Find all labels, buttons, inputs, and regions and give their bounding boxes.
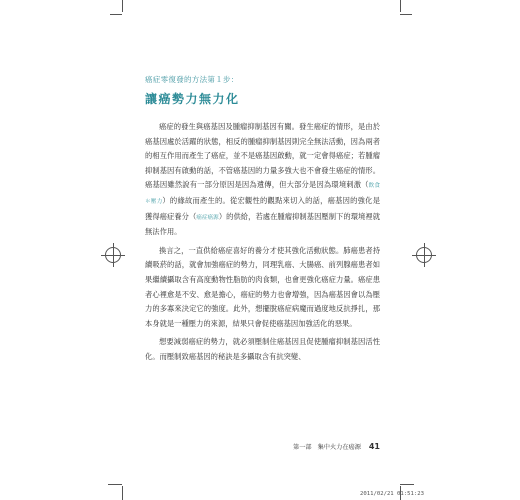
registration-mark [101,243,125,267]
footer-part-label: 第一部 [293,444,312,451]
paragraph-text: ）的供給，若處在腫瘤抑制基因壓制下的環境裡就無法作用。 [145,211,380,237]
paragraph-text: ）的緣故而產生的。從宏觀性的觀點來切入的話，癌基因的強化是獲得癌症養分（ [145,195,380,221]
paragraph: 想要減弱癌症的勢力，就必須壓制住癌基因且促使腫瘤抑制基因活性化。而壓制致癌基因的秘訣是多攝取含有抗突變、 [145,337,380,361]
crop-mark [110,14,122,15]
crop-mark [400,14,412,15]
paragraph-text: 癌症的發生與癌基因及腫瘤抑制基因有關。發生癌症的情形，是由於癌基因處於活躍的狀態，相反的腫瘤抑制基因則完全無法活動，因為兩者的相互作用而產生了癌症，並不是癌基因啟動，就一定會得癌症；若腫瘤抑制基因有啟動的話，不管癌基因的力量多強大也不會發生癌症的情形。癌基因雖然說有一部分原因是因為遺傳，但大部分是因為環境刺激（ [145,122,380,190]
page-footer [285,442,380,451]
crop-mark [122,486,123,500]
inline-note: 癌症癌源 [196,214,219,221]
book-page [145,60,380,460]
registration-mark [412,243,436,267]
section-title: 讓癌勢力無力化 [145,92,240,106]
crop-mark [108,484,122,485]
body-text [145,120,380,369]
paragraph [145,120,380,240]
crop-mark [122,0,123,12]
section-kicker: 癌症零復發的方法第１步： [145,75,239,84]
crop-mark [400,484,414,485]
footer-chapter-title: 集中火力在癌源 [317,444,361,451]
page-number: 41 [368,442,380,451]
print-timestamp: 2011/02/21 01:51:23 [360,491,424,497]
paragraph: 換言之，一直供給癌症喜好的養分才使其強化活動狀態。肺癌患者持續吸菸的話，就會加強癌症的勢力，同理乳癌、大腸癌、前列腺癌患者如果繼續攝取含有高度動物性脂肪的肉食類，也會更強化癌症力量。癌症患者心裡愈是不安、愈是擔心，癌症的勢力也會增強，因為癌基因會以為壓力的多寡來決定它的強度。此外，想擺脫癌症病魔而過度地反抗掙扎，那本身就是一種壓力的來源，結果只會促使癌基因加強活化的惡果。 [145,245,380,328]
crop-mark [400,0,401,12]
inline-note: 飲食＊壓力 [145,183,380,205]
